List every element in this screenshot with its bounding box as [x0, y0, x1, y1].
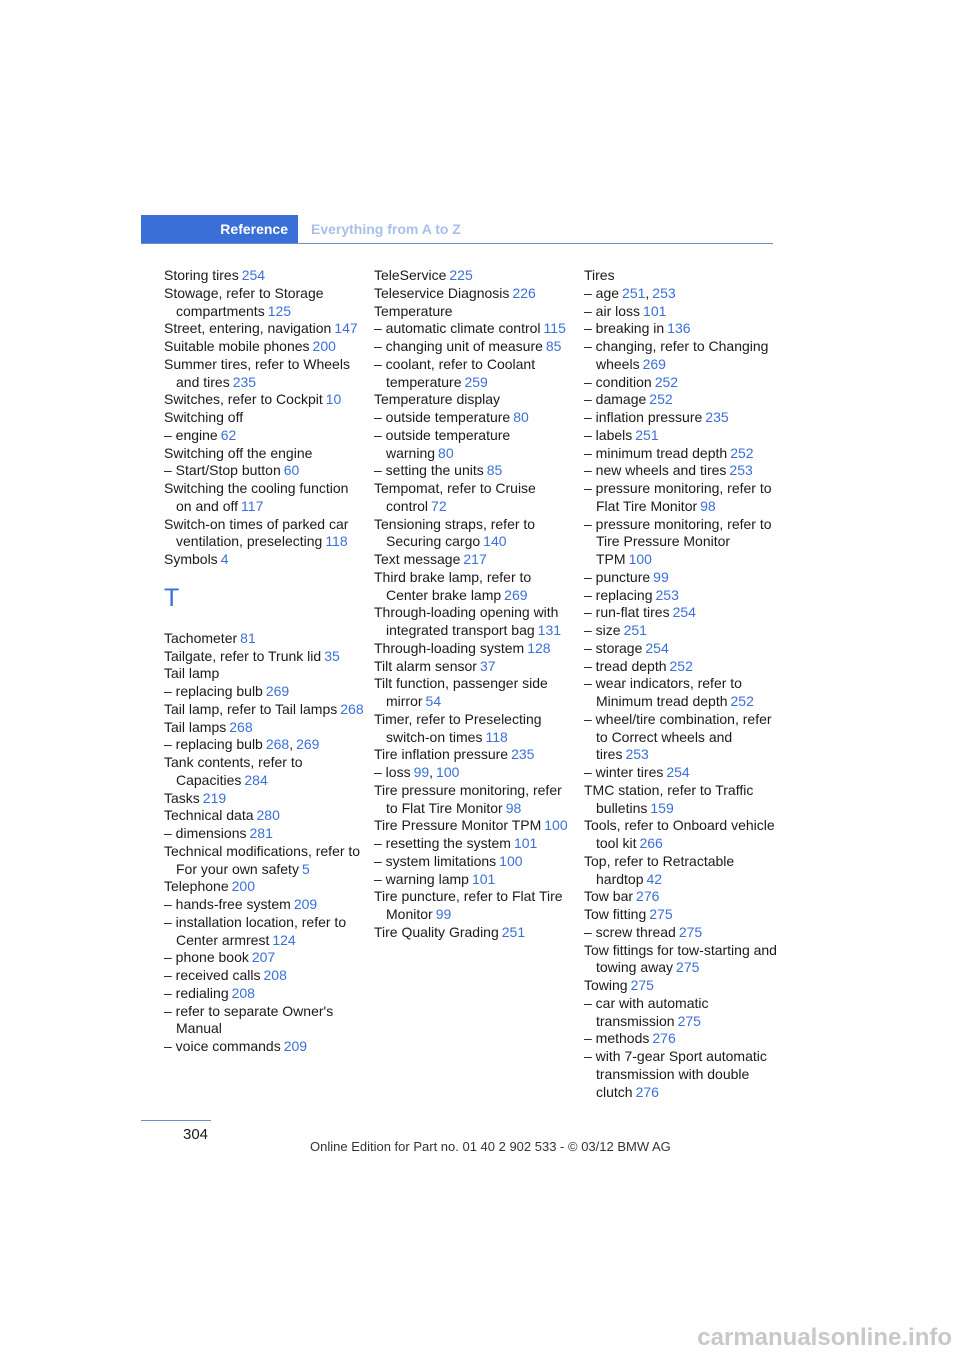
- index-entry: [164, 391, 364, 409]
- index-entry: [584, 480, 784, 516]
- index-entry-text: Third brake lamp, refer to Center brake lamp: [374, 568, 532, 603]
- page-reference-link[interactable]: 207: [251, 949, 276, 966]
- index-entry-text: – system limitations: [374, 852, 497, 869]
- page-reference-link[interactable]: 117: [241, 497, 264, 514]
- index-entry-text: – refer to separate Owner's Manual: [164, 1002, 334, 1037]
- index-entry: [584, 924, 784, 942]
- page-reference-link[interactable]: 100: [628, 551, 652, 567]
- index-entry: [584, 338, 784, 374]
- page-reference-link[interactable]: 100: [436, 764, 460, 780]
- page-reference-link[interactable]: 72: [431, 497, 447, 514]
- index-entry-text: Through-loading opening with integrated transport bag: [374, 604, 559, 638]
- index-entry: [584, 516, 784, 569]
- index-entry: [374, 391, 574, 409]
- page-reference-link[interactable]: 275: [676, 959, 700, 976]
- index-entry-text: Tilt function, passenger side mirror: [374, 675, 548, 709]
- index-entry-text: – wheel/tire combination, refer to Correct wheels and tires: [584, 710, 772, 763]
- page-reference-link[interactable]: 259: [464, 373, 488, 390]
- index-entry-text: Tank contents, refer to Capacities: [164, 754, 303, 788]
- index-entry-text: – new wheels and tires: [584, 462, 727, 479]
- page-reference-link[interactable]: 85: [486, 462, 503, 479]
- page-reference-link[interactable]: 280: [256, 807, 280, 824]
- page-reference-link[interactable]: 98: [700, 497, 716, 514]
- page-reference-link[interactable]: 254: [241, 267, 266, 283]
- index-entry: [164, 648, 364, 666]
- index-entry: [374, 285, 574, 303]
- index-entry: [374, 871, 574, 889]
- index-entry-text: – dimensions: [164, 825, 247, 841]
- index-entry-text: – pressure monitoring, refer to Flat Tire Monitor: [584, 480, 772, 514]
- page-reference-link[interactable]: 275: [678, 923, 703, 940]
- page-reference-link[interactable]: 254: [666, 764, 690, 780]
- page-reference-link[interactable]: 101: [643, 302, 667, 319]
- page-reference-link[interactable]: 80: [438, 444, 454, 461]
- index-entry: [164, 445, 364, 463]
- index-entry: [374, 746, 574, 764]
- index-entry: [374, 888, 574, 924]
- index-entry: [584, 320, 784, 338]
- index-entry-text: Text message: [374, 551, 461, 567]
- index-entry-text: Tire Quality Grading: [374, 923, 499, 940]
- index-entry-text: Tow bar: [584, 888, 634, 905]
- page-reference-link[interactable]: 266: [639, 835, 663, 851]
- index-entry: [584, 764, 784, 782]
- index-entry: [374, 658, 574, 676]
- index-entry-text: – hands-free system: [164, 896, 291, 912]
- index-entry: [374, 516, 574, 552]
- page-reference-link[interactable]: 118: [485, 728, 508, 745]
- index-entry: [164, 914, 364, 950]
- page-reference-link[interactable]: 85: [545, 338, 562, 354]
- index-entry: [374, 782, 574, 818]
- index-entry-text: Tail lamp, refer to Tail lamps: [164, 700, 338, 717]
- index-entry-text: Switching off the engine: [164, 444, 313, 461]
- index-entry-text: Tow fitting: [584, 906, 647, 922]
- index-entry-text: – damage: [584, 391, 647, 408]
- index-entry-text: Switching the cooling function on and off: [164, 480, 349, 514]
- index-entry: [584, 427, 784, 445]
- index-entry-text: – replacing bulb: [164, 736, 263, 753]
- index-entry: [164, 630, 364, 648]
- page-reference-link[interactable]: 35: [324, 647, 340, 664]
- index-entry: [164, 665, 364, 683]
- page-reference-link[interactable]: 99: [653, 568, 669, 585]
- page-reference-link[interactable]: 253: [655, 586, 679, 603]
- page-reference-link[interactable]: 99: [413, 764, 430, 780]
- index-entry: [374, 427, 574, 463]
- index-entry-text: – outside temperature: [374, 409, 511, 425]
- index-entry-text: – air loss: [584, 302, 641, 319]
- index-entry: [374, 569, 574, 605]
- page-reference-link[interactable]: 253: [625, 746, 649, 763]
- page-reference-link[interactable]: 128: [527, 639, 551, 656]
- index-entry: [164, 967, 364, 985]
- index-entry-text: Switching off: [164, 409, 244, 425]
- index-entry: [584, 1030, 784, 1048]
- index-entry-text: Street, entering, navigation: [164, 320, 332, 337]
- index-entry: [584, 977, 784, 995]
- index-entry-text: Tensioning straps, refer to Securing cargo: [374, 515, 536, 550]
- page-reference-link[interactable]: 269: [265, 683, 290, 699]
- page-header: [141, 215, 773, 244]
- index-entry-text: Tire puncture, refer to Flat Tire Monitor: [374, 888, 563, 922]
- index-entry: [584, 888, 784, 906]
- index-entry: [164, 409, 364, 427]
- index-entry-text: Top, refer to Retractable hardtop: [584, 852, 735, 887]
- index-entry-text: Tail lamp: [164, 665, 220, 682]
- page-reference-link[interactable]: 251: [622, 284, 646, 301]
- index-entry: [584, 782, 784, 818]
- index-column-3: [584, 267, 784, 1101]
- page-reference-link[interactable]: 275: [649, 906, 673, 922]
- index-entry-text: – breaking in: [584, 320, 665, 337]
- index-entry: [374, 764, 574, 782]
- index-entry-text: – minimum tread depth: [584, 444, 728, 461]
- page-reference-link[interactable]: 276: [635, 1083, 659, 1100]
- index-entry: [584, 658, 784, 676]
- index-entry-text: – age: [584, 284, 620, 301]
- edition-note: Online Edition for Part no. 01 40 2 902 533 - © 03/12 BMW AG: [310, 1139, 671, 1154]
- page-reference-link[interactable]: 252: [730, 693, 754, 709]
- index-entry: [584, 640, 784, 658]
- index-entry-text: – warning lamp: [374, 870, 469, 887]
- index-entry: [164, 719, 364, 737]
- page-separator: ,: [429, 764, 434, 780]
- index-entry-text: – engine: [164, 426, 218, 443]
- index-entry-text: – run-flat tires: [584, 604, 670, 621]
- index-entry: [164, 1003, 364, 1039]
- index-entry-text: Suitable mobile phones: [164, 338, 310, 354]
- index-entry-text: – labels: [584, 426, 633, 443]
- index-entry-text: Tailgate, refer to Trunk lid: [164, 647, 322, 664]
- page-reference-link[interactable]: 200: [312, 338, 336, 354]
- index-entry: [374, 711, 574, 747]
- page-reference-link[interactable]: 251: [635, 426, 659, 443]
- index-entry: [164, 267, 364, 285]
- page-reference-link[interactable]: 281: [249, 825, 273, 841]
- index-entry-text: Tires: [584, 267, 615, 283]
- index-entry: [584, 569, 784, 587]
- index-entry-text: Tow fittings for tow-starting and towing away: [584, 941, 777, 976]
- page-reference-link[interactable]: 208: [231, 984, 255, 1001]
- index-entry: [584, 1048, 784, 1101]
- page-reference-link[interactable]: 268: [340, 700, 364, 717]
- page-reference-link[interactable]: 101: [513, 835, 538, 851]
- page-reference-link[interactable]: 99: [435, 906, 452, 922]
- page-reference-link[interactable]: 100: [499, 852, 523, 869]
- index-entry: [374, 462, 574, 480]
- index-entry: [584, 906, 784, 924]
- watermark: carmanualsonline.info: [697, 1324, 952, 1351]
- index-entry-text: – outside temperature warning: [374, 426, 511, 461]
- index-entry: [164, 285, 364, 321]
- page-reference-link[interactable]: 80: [513, 409, 529, 425]
- index-entry: [374, 480, 574, 516]
- page-reference-link[interactable]: 37: [479, 657, 496, 674]
- index-entry-text: Tools, refer to Onboard vehicle tool kit: [584, 817, 775, 851]
- index-entry: [584, 445, 784, 463]
- index-entry-text: Summer tires, refer to Wheels and tires: [164, 355, 350, 390]
- page-reference-link[interactable]: 252: [649, 391, 673, 408]
- index-entry-text: Through-loading system: [374, 639, 525, 656]
- page-reference-link[interactable]: 147: [334, 320, 358, 337]
- chapter-title: Everything from A to Z: [311, 221, 461, 237]
- index-entry-text: – coolant, refer to Coolant temperature: [374, 355, 536, 390]
- index-entry: [584, 942, 784, 978]
- page-reference-link[interactable]: 276: [652, 1030, 676, 1047]
- footer-rule: [141, 1120, 211, 1121]
- index-entry: [164, 701, 364, 719]
- page-reference-link[interactable]: 253: [652, 284, 676, 301]
- index-column-1: [164, 267, 364, 1056]
- index-entry-text: – tread depth: [584, 657, 667, 674]
- index-entry: [374, 924, 574, 942]
- index-entry-text: – wear indicators, refer to Minimum tread depth: [584, 675, 742, 709]
- index-entry-text: Telephone: [164, 878, 229, 895]
- index-entry: [164, 1038, 364, 1056]
- page-reference-link[interactable]: 253: [729, 462, 753, 479]
- index-entry: [584, 462, 784, 480]
- index-entry-text: Tire pressure monitoring, refer to Flat Tire Monitor: [374, 781, 562, 816]
- page-reference-link[interactable]: 131: [537, 622, 562, 638]
- index-entry: [164, 807, 364, 825]
- page-reference-link[interactable]: 217: [463, 551, 487, 567]
- index-entry-text: – resetting the system: [374, 835, 511, 851]
- index-entry-text: – puncture: [584, 568, 651, 585]
- index-entry: [374, 853, 574, 871]
- page-reference-link[interactable]: 4: [220, 551, 229, 567]
- index-entry-text: Switch-on times of parked car ventilation, preselecting: [164, 515, 349, 550]
- page-reference-link[interactable]: 284: [244, 771, 268, 788]
- index-entry-text: – screw thread: [584, 923, 676, 940]
- index-entry: [584, 622, 784, 640]
- index-entry-text: – changing, refer to Changing wheels: [584, 338, 769, 372]
- index-entry: [164, 754, 364, 790]
- index-entry-text: Tempomat, refer to Cruise control: [374, 480, 536, 514]
- index-entry: [164, 462, 364, 480]
- index-entry-text: – with 7-gear Sport automatic transmission with double clutch: [584, 1048, 767, 1100]
- index-entry-text: Symbols: [164, 551, 218, 567]
- index-entry-text: Tire Pressure Monitor TPM: [374, 817, 542, 834]
- index-entry: [164, 985, 364, 1003]
- page-reference-link[interactable]: 225: [449, 267, 473, 283]
- page-reference-link[interactable]: 118: [325, 533, 348, 550]
- index-entry: [374, 551, 574, 569]
- index-entry-text: Technical modifications, refer to For your own safety: [164, 842, 361, 877]
- page-reference-link[interactable]: 101: [471, 870, 496, 887]
- index-entry-text: – inflation pressure: [584, 409, 703, 425]
- page-reference-link[interactable]: 269: [296, 736, 320, 753]
- page-reference-link[interactable]: 140: [483, 533, 507, 550]
- index-entry-text: Technical data: [164, 807, 254, 824]
- index-entry-text: Tachometer: [164, 629, 238, 646]
- page-reference-link[interactable]: 125: [267, 302, 292, 319]
- index-entry-text: – winter tires: [584, 764, 664, 780]
- index-entry-text: – voice commands: [164, 1038, 281, 1054]
- index-entry: [584, 587, 784, 605]
- index-entry-text: Temperature: [374, 302, 453, 319]
- index-entry-text: – replacing: [584, 586, 653, 603]
- index-entry: [584, 995, 784, 1031]
- page-reference-link[interactable]: 209: [283, 1038, 308, 1054]
- page-reference-link[interactable]: 209: [293, 896, 318, 912]
- index-entry: [164, 825, 364, 843]
- page-reference-link[interactable]: 42: [646, 870, 663, 887]
- index-entry: [164, 843, 364, 879]
- index-entry: [374, 835, 574, 853]
- page-reference-link[interactable]: 268: [229, 718, 253, 735]
- page-reference-link[interactable]: 5: [301, 860, 310, 877]
- index-entry-text: – setting the units: [374, 462, 484, 479]
- page-reference-link[interactable]: 124: [272, 931, 296, 948]
- page-reference-link[interactable]: 136: [667, 320, 691, 337]
- index-entry-text: – loss: [374, 764, 411, 780]
- index-entry: [164, 427, 364, 445]
- index-entry: [374, 356, 574, 392]
- index-entry: [584, 409, 784, 427]
- page-reference-link[interactable]: 251: [501, 923, 526, 940]
- index-entry: [584, 303, 784, 321]
- index-entry-text: TeleService: [374, 267, 447, 283]
- index-entry: [374, 604, 574, 640]
- index-entry: [374, 640, 574, 658]
- page-reference-link[interactable]: 200: [231, 878, 255, 895]
- page-reference-link[interactable]: 252: [654, 373, 679, 390]
- index-entry: [164, 320, 364, 338]
- page-reference-link[interactable]: 269: [504, 586, 528, 603]
- index-entry-text: TMC station, refer to Traffic bulletins: [584, 781, 754, 816]
- index-entry: [374, 320, 574, 338]
- index-entry-text: – installation location, refer to Center armrest: [164, 913, 347, 948]
- index-entry-text: Tire inflation pressure: [374, 746, 509, 763]
- page-reference-link[interactable]: 208: [263, 967, 287, 983]
- index-entry: [164, 338, 364, 356]
- index-entry: [374, 409, 574, 427]
- page-reference-link[interactable]: 276: [636, 888, 660, 905]
- page-reference-link[interactable]: 60: [283, 462, 300, 479]
- index-entry-text: Temperature display: [374, 391, 501, 408]
- index-entry-text: – pressure monitoring, refer to Tire Pressure Monitor TPM: [584, 515, 772, 567]
- index-entry-text: – phone book: [164, 949, 249, 966]
- index-column-2: [374, 267, 574, 942]
- index-entry-text: Tilt alarm sensor: [374, 657, 477, 674]
- page-number: 304: [183, 1126, 209, 1143]
- index-entry-text: – received calls: [164, 967, 261, 983]
- index-entry: [164, 790, 364, 808]
- index-entry: [164, 480, 364, 516]
- page-reference-link[interactable]: 81: [240, 629, 256, 646]
- page-separator: ,: [645, 284, 650, 301]
- index-entry: [584, 391, 784, 409]
- index-entry: [584, 675, 784, 711]
- page-reference-link[interactable]: 252: [669, 657, 693, 674]
- index-entry-text: Switches, refer to Cockpit: [164, 391, 323, 408]
- index-entry-text: Towing: [584, 977, 628, 993]
- index-entry: [374, 817, 574, 835]
- index-entry-text: – storage: [584, 639, 643, 656]
- page-reference-link[interactable]: 235: [232, 373, 257, 390]
- index-entry-text: Stowage, refer to Storage compartments: [164, 284, 324, 319]
- index-entry: [584, 711, 784, 764]
- index-entry-text: Tail lamps: [164, 718, 227, 735]
- index-entry: [584, 604, 784, 622]
- page-reference-link[interactable]: 100: [544, 817, 568, 834]
- index-entry: [374, 338, 574, 356]
- index-entry-text: Tasks: [164, 789, 200, 806]
- index-letter-heading: T: [164, 583, 180, 612]
- index-entry-text: – methods: [584, 1030, 650, 1047]
- index-entry: [164, 949, 364, 967]
- index-entry: [164, 356, 364, 392]
- page-reference-link[interactable]: 275: [677, 1012, 701, 1029]
- page-reference-link[interactable]: 269: [642, 355, 666, 372]
- page-reference-link[interactable]: 275: [630, 977, 654, 993]
- index-entry: [164, 551, 364, 569]
- index-entry-text: Storing tires: [164, 267, 239, 283]
- page-reference-link[interactable]: 219: [202, 789, 227, 806]
- page-reference-link[interactable]: 235: [511, 746, 535, 763]
- page-reference-link[interactable]: 10: [325, 391, 342, 408]
- index-entry-text: – car with automatic transmission: [584, 994, 709, 1029]
- index-entry: [584, 267, 784, 285]
- index-entry-text: – automatic climate control: [374, 320, 541, 337]
- index-entry-text: – Start/Stop button: [164, 462, 281, 479]
- index-entry: [374, 267, 574, 285]
- index-entry-text: – redialing: [164, 984, 229, 1001]
- page-reference-link[interactable]: 98: [505, 799, 522, 816]
- index-entry: [374, 675, 574, 711]
- index-entry: [584, 853, 784, 889]
- page-reference-link[interactable]: 235: [705, 409, 729, 425]
- page-reference-link[interactable]: 62: [220, 426, 237, 443]
- index-entry-text: – condition: [584, 373, 652, 390]
- index-entry: [374, 303, 574, 321]
- index-entry: [164, 896, 364, 914]
- index-entry-text: Timer, refer to Preselecting switch-on times: [374, 710, 542, 745]
- page-reference-link[interactable]: 115: [543, 320, 566, 337]
- page-reference-link[interactable]: 268: [265, 736, 290, 753]
- section-tab: Reference: [141, 215, 298, 243]
- page-reference-link[interactable]: 252: [730, 444, 754, 461]
- page-reference-link[interactable]: 226: [512, 284, 536, 301]
- page-reference-link[interactable]: 251: [623, 622, 647, 638]
- index-entry-text: – replacing bulb: [164, 683, 263, 699]
- index-entry-text: – changing unit of measure: [374, 338, 543, 354]
- index-entry: [584, 817, 784, 853]
- index-entry: [584, 285, 784, 303]
- page-reference-link[interactable]: 159: [650, 799, 674, 816]
- index-entry: [164, 878, 364, 896]
- index-entry-text: – size: [584, 622, 621, 638]
- page-separator: ,: [289, 736, 294, 753]
- index-entry: [584, 374, 784, 392]
- index-entry-text: Teleservice Diagnosis: [374, 284, 510, 301]
- page-reference-link[interactable]: 254: [672, 604, 696, 621]
- page-reference-link[interactable]: 54: [425, 693, 442, 709]
- index-entry: [164, 683, 364, 701]
- index-entry: [164, 736, 364, 754]
- page-reference-link[interactable]: 254: [645, 639, 669, 656]
- index-entry: [164, 516, 364, 552]
